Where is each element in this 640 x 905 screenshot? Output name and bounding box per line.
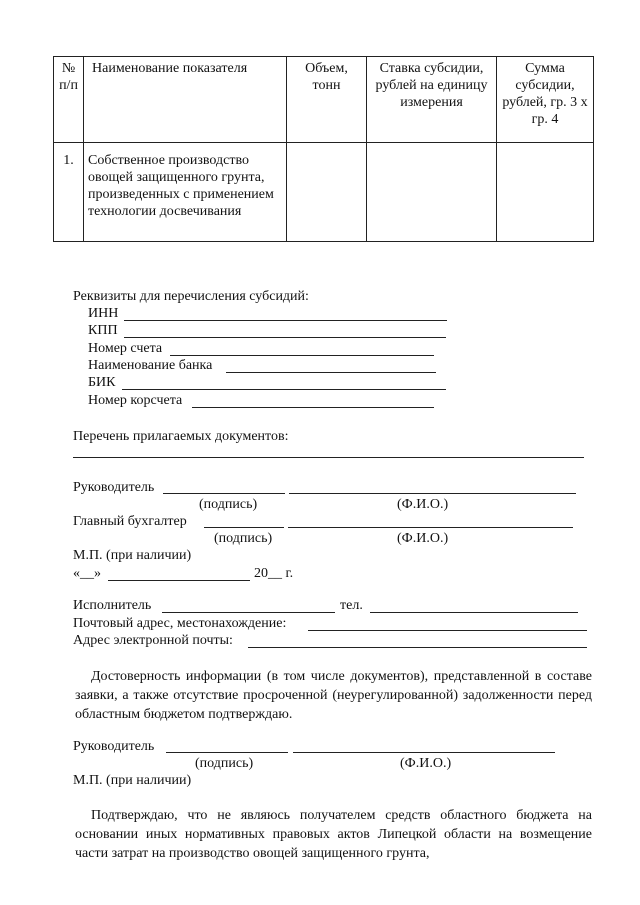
accountant-signature-field[interactable] [204, 527, 284, 528]
corr-account-label: Номер корсчета [88, 393, 183, 408]
phone-label: тел. [340, 598, 363, 613]
header-rate: Ставка субсидии, рублей на единицу измерения [367, 57, 497, 143]
executor-field[interactable] [162, 612, 335, 613]
phone-field[interactable] [370, 612, 578, 613]
confirmation-paragraph-2: Подтверждаю, что не являюсь получателем средств областного бюджета на основании иных нормативных правовых актов Липецкой области на возмещение части затрат на производство овощей защищенного грунта, [75, 808, 592, 861]
stamp-label-2: М.П. (при наличии) [73, 773, 192, 788]
date-year: 20__ г. [254, 566, 294, 581]
stamp-label: М.П. (при наличии) [73, 548, 192, 563]
inn-field[interactable] [124, 320, 447, 321]
bik-label: БИК [88, 375, 116, 390]
subsidy-table [53, 56, 594, 242]
header-indicator: Наименование показателя [84, 57, 287, 143]
date-month-field[interactable] [108, 580, 250, 581]
header-sum: Сумма субсидии, рублей, гр. 3 х гр. 4 [497, 57, 594, 143]
accountant-label: Главный бухгалтер [73, 514, 187, 529]
documents-title: Перечень прилагаемых документов: [73, 429, 289, 444]
head-fio-caption-2: (Ф.И.О.) [400, 756, 452, 771]
documents-field[interactable] [73, 457, 584, 458]
head-label-2: Руководитель [73, 739, 155, 754]
bik-field[interactable] [122, 389, 446, 390]
head-fio-field-2[interactable] [293, 752, 555, 753]
head-signature-caption: (подпись) [199, 497, 258, 512]
executor-label: Исполнитель [73, 598, 152, 613]
header-number: № п/п [54, 57, 84, 143]
corr-account-field[interactable] [192, 407, 434, 408]
table-row [54, 143, 594, 242]
bank-label: Наименование банка [88, 358, 213, 373]
row-rate[interactable] [367, 143, 497, 242]
row-indicator: Собственное производство овощей защищенного грунта, произведенных с применением технологии досвечивания [84, 143, 287, 242]
head-signature-field-2[interactable] [166, 752, 288, 753]
head-fio-field[interactable] [289, 493, 576, 494]
confirmation-paragraph-1: Достоверность информации (в том числе документов), представленной в составе заявки, а также отсутствие просроченной (неурегулированной) задолженности перед областным бюджетом подтверждаю. [75, 669, 592, 722]
address-label: Почтовый адрес, местонахождение: [73, 616, 287, 631]
email-field[interactable] [248, 647, 587, 648]
inn-label: ИНН [88, 306, 119, 321]
header-volume: Объем, тонн [287, 57, 367, 143]
kpp-field[interactable] [124, 337, 446, 338]
row-number: 1. [54, 143, 84, 242]
row-volume[interactable] [287, 143, 367, 242]
table-header-row [54, 57, 594, 143]
requisites-title: Реквизиты для перечисления субсидий: [73, 289, 309, 304]
accountant-fio-caption: (Ф.И.О.) [397, 531, 449, 546]
head-label: Руководитель [73, 480, 155, 495]
bank-field[interactable] [226, 372, 436, 373]
address-field[interactable] [308, 630, 587, 631]
email-label: Адрес электронной почты: [73, 633, 233, 648]
row-sum[interactable] [497, 143, 594, 242]
head-signature-field[interactable] [163, 493, 285, 494]
account-label: Номер счета [88, 341, 163, 356]
accountant-fio-field[interactable] [288, 527, 573, 528]
kpp-label: КПП [88, 323, 118, 338]
head-signature-caption-2: (подпись) [195, 756, 254, 771]
account-field[interactable] [170, 355, 434, 356]
head-fio-caption: (Ф.И.О.) [397, 497, 449, 512]
date-day: «__» [73, 566, 101, 581]
accountant-signature-caption: (подпись) [214, 531, 273, 546]
